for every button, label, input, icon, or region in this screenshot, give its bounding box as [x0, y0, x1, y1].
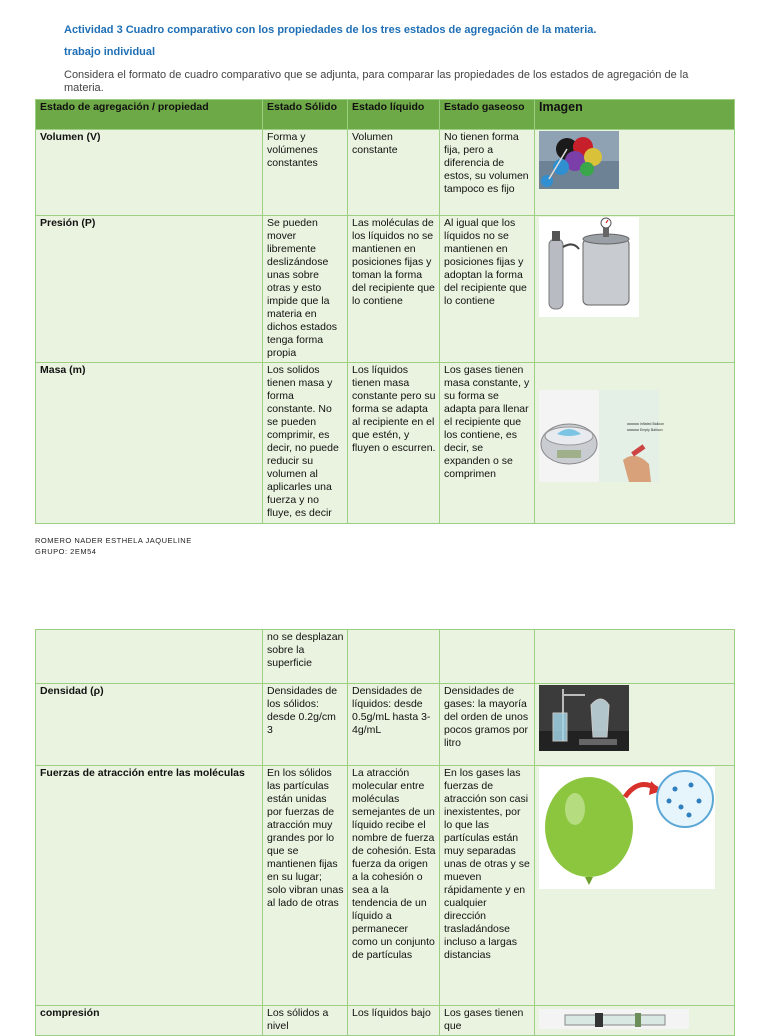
footer: [35, 535, 192, 557]
table-row: [36, 766, 735, 1006]
liquid-cell: Los líquidos tienen masa constante pero su forma se adapta al recipiente en el que estén, y fluyen o escurren.: [348, 363, 440, 524]
liquid-cell: La atracción molecular entre moléculas semejantes de un líquido recibe el nombre de fuerza de cohesión. Esta fuerza da origen a la cohesión o sea a la tendencia de un líquido a permanecer como un conjunto de partículas: [348, 766, 440, 1006]
activity-subtitle: trabajo individual: [64, 46, 156, 58]
comparison-table-page2: [35, 629, 735, 1036]
gas-cell: Los gases tienen que: [440, 1006, 535, 1036]
solid-cell: Los sólidos a nivel: [263, 1006, 348, 1036]
balloon-with-gas-particles-image: [539, 767, 715, 889]
comparison-table-page1: [35, 99, 735, 524]
compression-apparatus-image: [539, 1009, 689, 1029]
property-cell: Densidad (ρ): [36, 684, 263, 766]
header-image: Imagen: [535, 100, 735, 130]
gas-cylinder-and-pressure-vessel-image: [539, 217, 639, 317]
header-liquid: Estado líquido: [348, 100, 440, 130]
table-row: [36, 684, 735, 766]
activity-title: Actividad 3 Cuadro comparativo con los propiedades de los tres estados de agregación de la materia.: [64, 24, 597, 36]
header-gas: Estado gaseoso: [440, 100, 535, 130]
liquid-cell: Las moléculas de los líquidos no se mantienen en posiciones fijas y toman la forma del recipiente que lo contiene: [348, 216, 440, 363]
solid-cell: Se pueden mover libremente deslizándose unas sobre otras y esto impide que la materia en dichos estados tenga forma propia: [263, 216, 348, 363]
property-cell: Fuerzas de atracción entre las moléculas: [36, 766, 263, 1006]
gas-cell: [440, 630, 535, 684]
image-cell: [535, 216, 735, 363]
table-row: [36, 363, 735, 524]
balloon-on-scale-image: [539, 390, 665, 482]
property-cell: Presión (P): [36, 216, 263, 363]
property-cell: [36, 630, 263, 684]
lab-density-apparatus-image: [539, 685, 629, 751]
solid-cell: Los solidos tienen masa y forma constante. No se pueden comprimir, es decir, no puede reducir su volumen al aplicarles una fuerza y no fluye, es decir: [263, 363, 348, 524]
empty-balloon-label: Empty Balloon: [640, 428, 663, 432]
liquid-cell: Densidades de líquidos: desde 0.5g/mL hasta 3-4g/mL: [348, 684, 440, 766]
table-row: [36, 216, 735, 363]
property-cell: Masa (m): [36, 363, 263, 524]
gas-cell: Densidades de gases: la mayoría del orden de unos pocos gramos por litro: [440, 684, 535, 766]
table-row: [36, 1006, 735, 1036]
solid-cell: Forma y volúmenes constantes: [263, 130, 348, 216]
solid-cell: no se desplazan sobre la superficie: [263, 630, 348, 684]
header-property: Estado de agregación / propiedad: [36, 100, 263, 130]
table-row: [36, 130, 735, 216]
liquid-cell: [348, 630, 440, 684]
gas-cell: Al igual que los líquidos no se mantienen en posiciones fijas y adoptan la forma del recipiente que lo contiene: [440, 216, 535, 363]
image-cell: [535, 630, 735, 684]
gas-cell: Los gases tienen masa constante, y su forma se adapta para llenar el recipiente que los contiene, es decir, se expanden o se comprimen: [440, 363, 535, 524]
solid-cell: Densidades de los sólidos: desde 0.2g/cm 3: [263, 684, 348, 766]
liquid-cell: Volumen constante: [348, 130, 440, 216]
instructions-text: Considera el formato de cuadro comparativo que se adjunta, para comparar las propiedades de los estados de agregación de la materia.: [64, 69, 689, 94]
header-solid: Estado Sólido: [263, 100, 348, 130]
colored-spheres-image: [539, 131, 619, 189]
table-header-row: [36, 100, 735, 130]
gas-cell: No tienen forma fija, pero a diferencia de estos, su volumen tampoco es fijo: [440, 130, 535, 216]
student-group: GRUPO: 2EM54: [35, 547, 97, 556]
liquid-cell: Los líquidos bajo: [348, 1006, 440, 1036]
table-row: [36, 630, 735, 684]
inflated-balloon-label: Inflated Balloon: [640, 422, 665, 426]
property-cell: compresión: [36, 1006, 263, 1036]
image-cell: [535, 363, 735, 524]
gas-cell: En los gases las fuerzas de atracción son casi inexistentes, por lo que las partículas están muy separadas unas de otras y se mueven rápidamente y en cualquier dirección trasladándose incluso a largas distancias: [440, 766, 535, 1006]
student-name: ROMERO NADER ESTHELA JAQUELINE: [35, 536, 192, 545]
image-cell: [535, 684, 735, 766]
image-cell: [535, 1006, 735, 1036]
image-cell: [535, 766, 735, 1006]
solid-cell: En los sólidos las partículas están unidas por fuerzas de atracción muy grandes por lo que se mantienen fijas en su lugar; solo vibran unas al lado de otras: [263, 766, 348, 1006]
property-cell: Volumen (V): [36, 130, 263, 216]
image-cell: [535, 130, 735, 216]
